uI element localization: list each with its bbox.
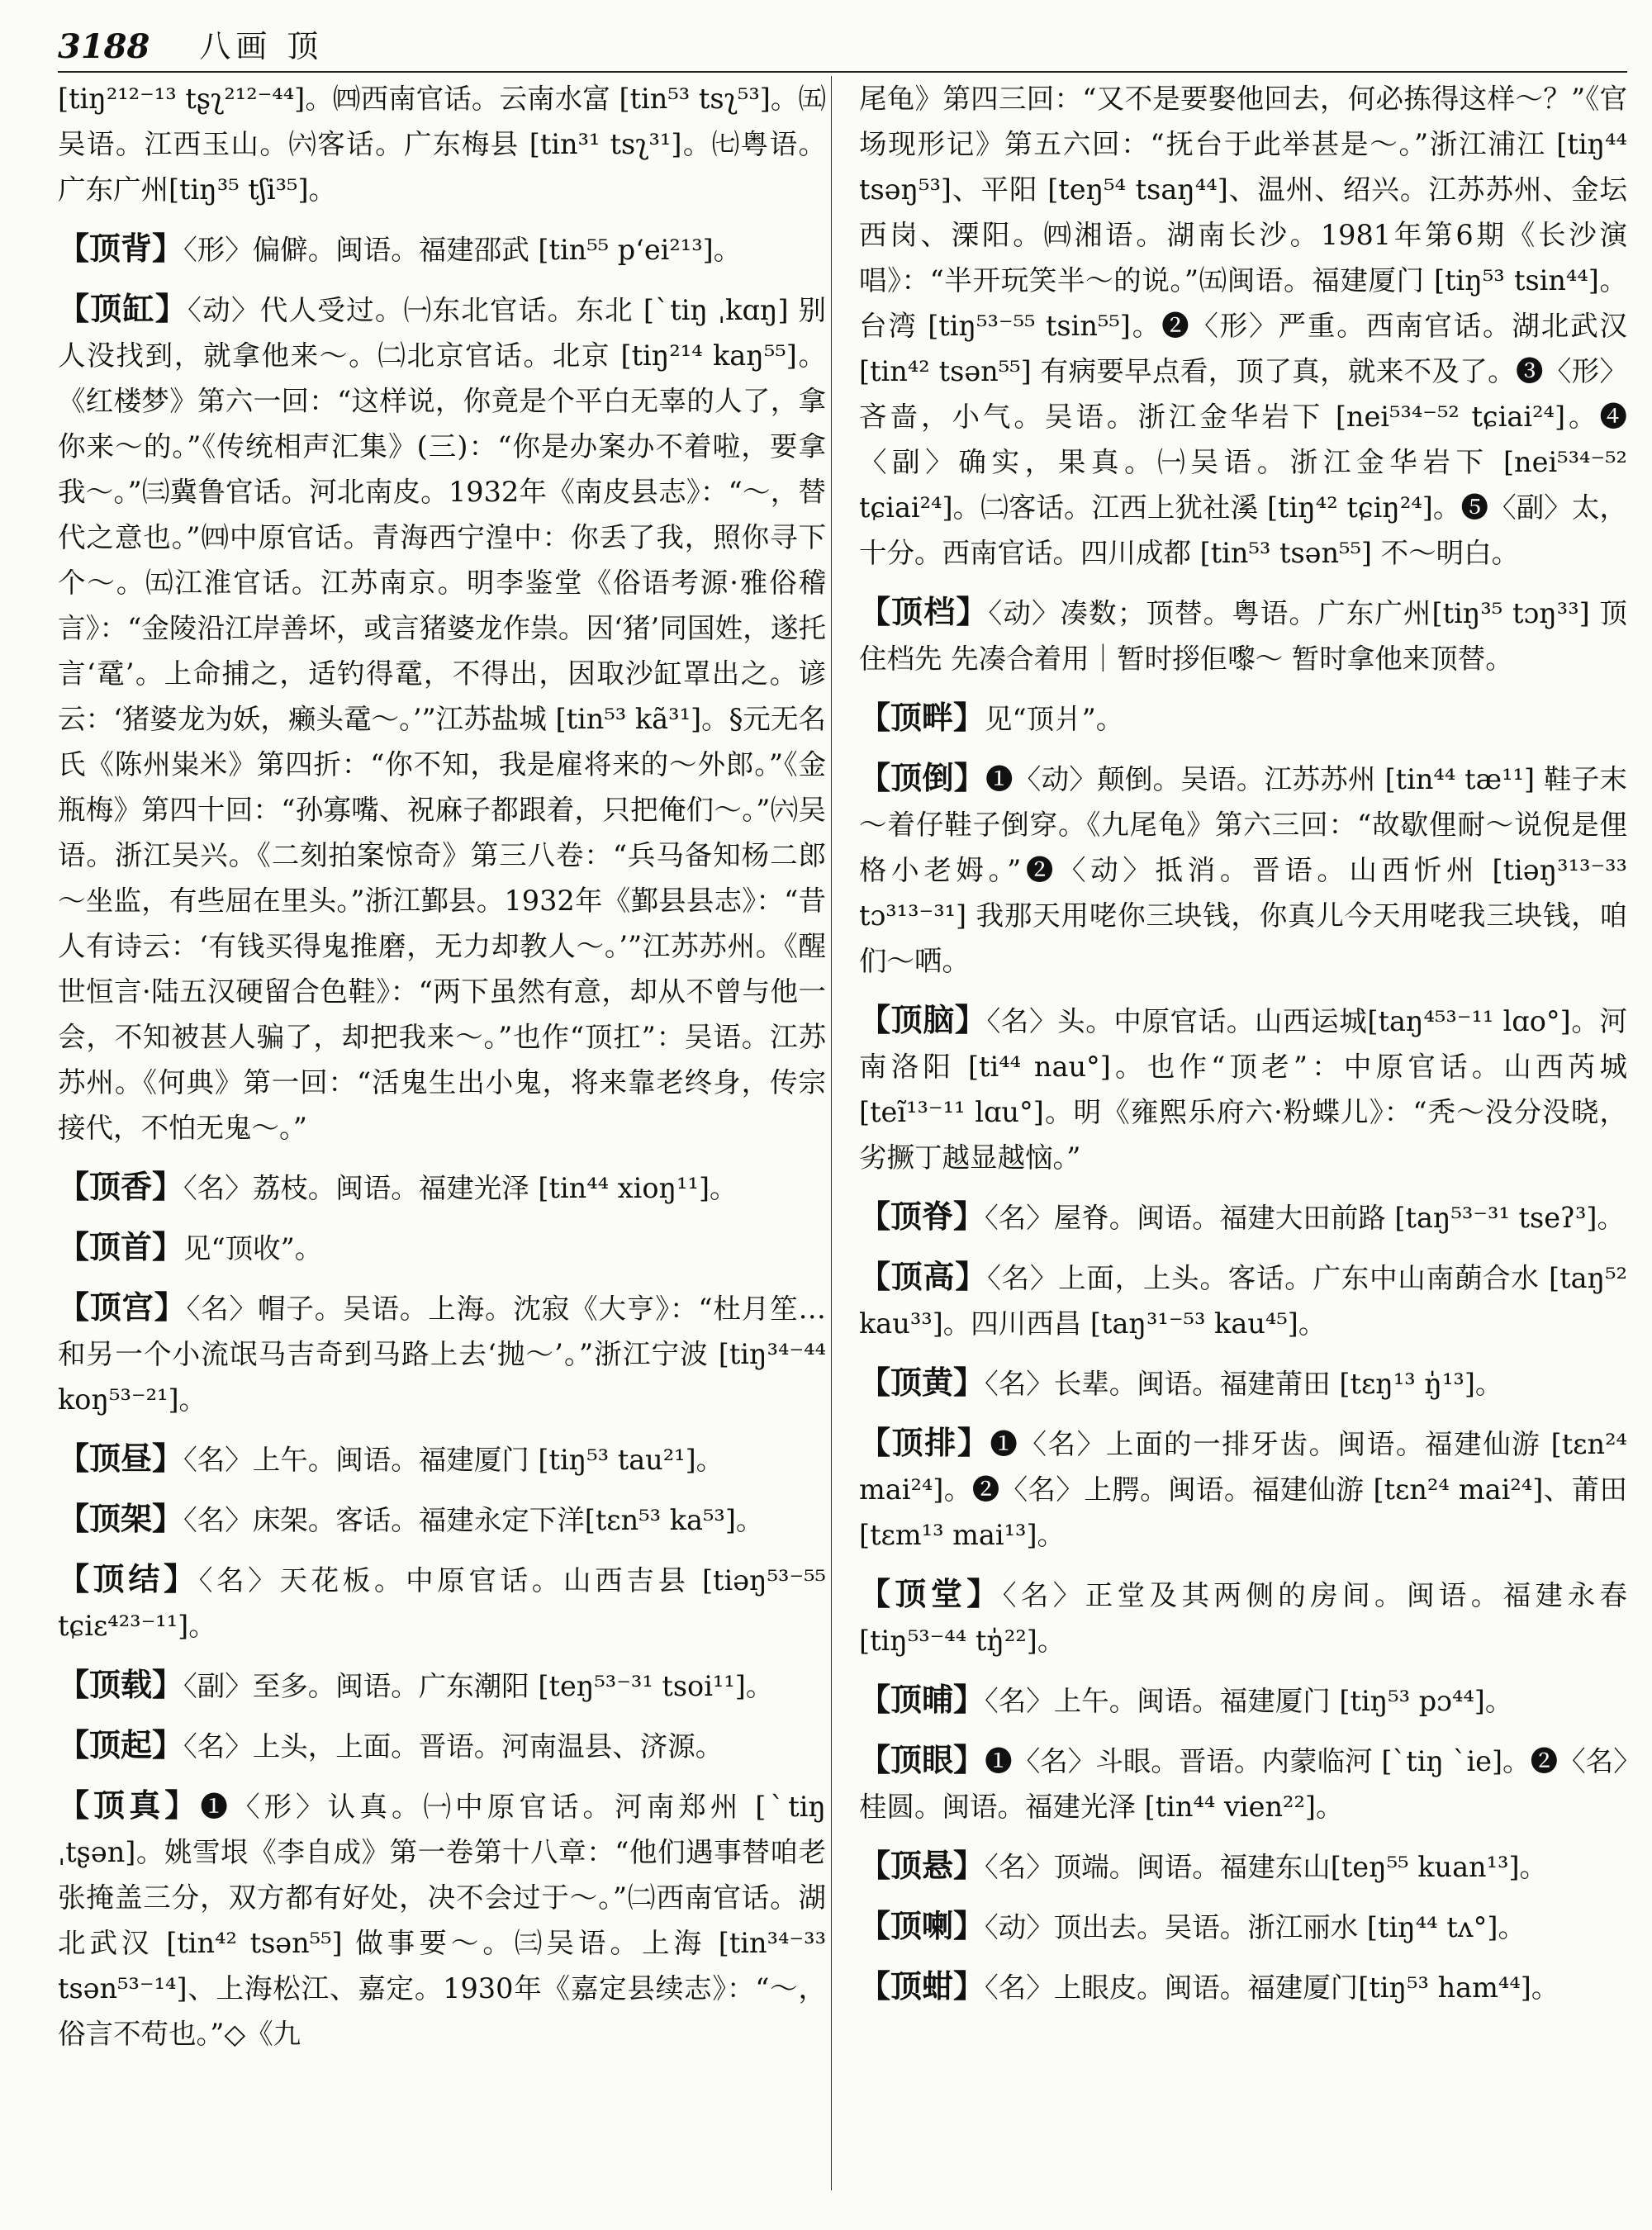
headword: 【顶排】 xyxy=(859,1424,990,1461)
entry-dingbei xyxy=(58,225,826,273)
entry-dinggao xyxy=(859,1254,1627,1346)
entry-dingxiang xyxy=(58,1164,826,1211)
entry-dingzhou xyxy=(58,1435,826,1483)
definition-text: 〈名〉屋脊。闽语。福建大田前路 [taŋ⁵³⁻³¹ tseʔ³]。 xyxy=(985,1202,1625,1234)
headword: 【顶喇】 xyxy=(859,1907,985,1944)
definition-text: 〈名〉上午。闽语。福建厦门 [tiŋ⁵³ tau²¹]。 xyxy=(183,1444,724,1476)
definition-text: 〈名〉正堂及其两侧的房间。闽语。福建永春 [tiŋ⁵³⁻⁴⁴ tŋ̍²²]。 xyxy=(859,1579,1627,1657)
definition-text: 〈副〉至多。闽语。广东潮阳 [teŋ⁵³⁻³¹ tsoi¹¹]。 xyxy=(183,1670,774,1702)
entry-dingpan xyxy=(859,695,1627,742)
left-column xyxy=(58,76,826,2215)
column-divider xyxy=(831,76,832,2190)
entry-dingshou xyxy=(58,1224,826,1271)
headword: 【顶悬】 xyxy=(859,1847,985,1884)
headword: 【顶昼】 xyxy=(58,1440,184,1477)
headword: 【顶脑】 xyxy=(859,1001,987,1038)
entry-dingpai xyxy=(859,1420,1627,1558)
definition-text: ❶〈形〉认真。㈠中原官话。河南郑州 [ˋtiŋ ˌtʂən]。姚雪垠《李自成》第一卷第十八章：“他们遇事替咱老张掩盖三分，双方都有好处，决不会过于～。”㈡西南官话。湖北武汉 [tin⁴² tsən⁵⁵] 做事要～。㈢吴语。上海 [tin³⁴⁻³³ tsən⁵³⁻¹⁴]、上海松江、嘉定。1930年《嘉定县续志》：“～，俗言不苟也。”◇《九 xyxy=(58,1791,826,2050)
entry-dinggong xyxy=(58,1284,826,1422)
definition-text: ❶〈名〉斗眼。晋语。内蒙临河 [ˋtiŋ ˋie]。❷〈名〉桂圆。闽语。福建光泽 [tin⁴⁴ vien²²]。 xyxy=(859,1745,1627,1823)
entry-dingnao xyxy=(859,997,1627,1180)
definition-text: 〈形〉偏僻。闽语。福建邵武 [tin⁵⁵ pʻei²¹³]。 xyxy=(183,234,742,266)
definition-text: 〈动〉代人受过。㈠东北官话。东北 [ˋtiŋ ˌkɑŋ] 别人没找到，就拿他来～。㈡北京官话。北京 [tiŋ²¹⁴ kaŋ⁵⁵]。《红楼梦》第六一回：“这样说，你竟是个平白无辜的人了，拿你来～的。”《传统相声汇集》(三)：“你是办案办不着啦，要拿我～。”㈢冀鲁官话。河北南皮。1932年《南皮县志》：“～，替代之意也。”㈣中原官话。青海西宁湟中：你丢了我，照你寻下个～。㈤江淮官话。江苏南京。明李鉴堂《俗语考源·雅俗稽言》：“金陵沿江岸善坏，或言猪婆龙作祟。因‘猪’同国姓，遂托言‘鼋’。上命捕之，适钓得鼋，不得出，因取沙缸罩出之。谚云：‘猪婆龙为妖，癞头鼋～。’”江苏盐城 [tin⁵³ kã³¹]。§元无名氏《陈州粜米》第四折：“你不知，我是雇将来的～外郎。”《金瓶梅》第四十回：“孙寡嘴、祝麻子都跟着，只把俺们～。”㈥吴语。浙江吴兴。《二刻拍案惊奇》第三八卷：“兵马备知杨二郎～坐监，有些屈在里头。”浙江鄞县。1932年《鄞县县志》：“昔人有诗云：‘有钱买得鬼推磨，无力却教人～。’”江苏苏州。《醒世恒言·陆五汉硬留合色鞋》：“两下虽然有意，却从不曾与他一会，不知被甚人骗了，却把我来～。”也作“顶扛”：吴语。江苏苏州。《何典》第一回：“活鬼生出小鬼，将来靠老终身，传宗接代，不怕无鬼～。” xyxy=(58,294,826,1144)
section-heading: 八画 顶 xyxy=(199,28,324,64)
definition-text: 〈名〉上头，上面。晋语。河南温县、济源。 xyxy=(183,1730,724,1763)
definition-text: [tiŋ²¹²⁻¹³ tʂʅ²¹²⁻⁴⁴]。㈣西南官话。云南水富 [tin⁵³ tsʅ⁵³]。㈤吴语。江西玉山。㈥客话。广东梅县 [tin³¹ tsʅ³¹]。㈦粤语。广东广州[tiŋ³⁵ tʃi³⁵]。 xyxy=(58,83,826,206)
headword: 【顶缸】 xyxy=(58,290,188,327)
definition-text: 〈名〉上午。闽语。福建厦门 [tiŋ⁵³ pɔ⁴⁴]。 xyxy=(985,1685,1513,1717)
headword: 【顶脊】 xyxy=(859,1198,985,1235)
headword: 【顶倒】 xyxy=(859,759,986,796)
definition-text: 〈动〉凑数；顶替。粤语。广东广州[tiŋ³⁵ tɔŋ³³] 顶住档先 先凑合着用｜暂时拶佢嚟～ 暂时拿他来顶替。 xyxy=(859,597,1627,675)
definition-text: 〈名〉天花板。中原官话。山西吉县 [tiəŋ⁵³⁻⁵⁵ tɕiɛ⁴²³⁻¹¹]。 xyxy=(58,1564,826,1642)
entry-dingtang xyxy=(859,1571,1627,1663)
headword: 【顶背】 xyxy=(58,230,184,267)
definition-text: 〈名〉上眼皮。闽语。福建厦门[tiŋ⁵³ ham⁴⁴]。 xyxy=(985,1971,1559,2004)
entry-dingjie xyxy=(58,1556,826,1649)
definition-text: 〈动〉顶出去。吴语。浙江丽水 [tiŋ⁴⁴ tʌ°]。 xyxy=(985,1911,1526,1943)
definition-text: 〈名〉长辈。闽语。福建莆田 [tɛŋ¹³ ŋ̍¹³]。 xyxy=(985,1368,1503,1400)
headword: 【顶档】 xyxy=(859,593,989,630)
headword: 【顶首】 xyxy=(58,1228,184,1265)
headword: 【顶眼】 xyxy=(859,1741,985,1778)
right-column xyxy=(859,76,1627,2215)
headword: 【顶载】 xyxy=(58,1666,184,1703)
headword: 【顶高】 xyxy=(859,1258,988,1295)
entry-dingxuan xyxy=(859,1843,1627,1890)
entry-dingzhen xyxy=(58,1782,826,2057)
entry-dingdao xyxy=(859,755,1627,984)
entry-continuation xyxy=(58,76,826,212)
definition-text: 〈名〉顶端。闽语。福建东山[teŋ⁵⁵ kuan¹³]。 xyxy=(985,1851,1548,1883)
entry-dingbu xyxy=(859,1677,1627,1724)
headword: 【顶晡】 xyxy=(859,1681,985,1718)
page-number: 3188 xyxy=(58,27,150,66)
definition-text: 〈名〉头。中原官话。山西运城[taŋ⁴⁵³⁻¹¹ lɑo°]。河南洛阳 [ti⁴⁴ nau°]。也作“顶老”：中原官话。山西芮城 [teĩ¹³⁻¹¹ lɑu°]。明《雍熙乐府六·粉蝶儿》：“秃～没分没晓，劣撅丁越显越恼。” xyxy=(859,1005,1627,1174)
definition-text: ❶〈名〉上面的一排牙齿。闽语。福建仙游 [tɛn²⁴ mai²⁴]。❷〈名〉上腭。闽语。福建仙游 [tɛn²⁴ mai²⁴]、莆田 [tɛm¹³ mai¹³]。 xyxy=(859,1428,1627,1551)
entry-dinggang xyxy=(58,286,826,1151)
definition-text: 见“顶爿”。 xyxy=(985,703,1124,735)
headword: 【顶畔】 xyxy=(859,699,985,736)
headword: 【顶宫】 xyxy=(58,1288,187,1326)
running-header xyxy=(58,18,1627,73)
definition-text: 〈名〉荔枝。闽语。福建光泽 [tin⁴⁴ xioŋ¹¹]。 xyxy=(183,1172,738,1204)
headword: 【顶蚶】 xyxy=(859,1967,985,2005)
entry-dinghuang xyxy=(859,1359,1627,1407)
headword: 【顶起】 xyxy=(58,1726,184,1763)
headword: 【顶架】 xyxy=(58,1500,184,1537)
entry-dingqi xyxy=(58,1722,826,1769)
definition-text: 〈名〉床架。客话。福建永定下洋[tɛn⁵³ ka⁵³]。 xyxy=(183,1504,764,1536)
entry-dingzai xyxy=(58,1662,826,1709)
definition-text: 〈名〉帽子。吴语。上海。沈寂《大亨》：“杜月笙…和另一个小流氓马吉奇到马路上去‘抛～’。”浙江宁波 [tiŋ³⁴⁻⁴⁴ koŋ⁵³⁻²¹]。 xyxy=(58,1293,826,1416)
headword: 【顶真】 xyxy=(58,1786,201,1824)
entry-continuation xyxy=(859,76,1627,576)
headword: 【顶结】 xyxy=(58,1560,199,1597)
entry-dingjia xyxy=(58,1496,826,1543)
definition-text: ❶〈动〉颠倒。吴语。江苏苏州 [tin⁴⁴ tæ¹¹] 鞋子末～着仔鞋子倒穿。《九尾龟》第六三回：“故歇俚耐～说倪是俚格小老姆。”❷〈动〉抵消。晋语。山西忻州 [tiəŋ³¹³⁻³³ tɔ³¹³⁻³¹] 我那天用咾你三块钱，你真儿今天用咾我三块钱，咱们～哂。 xyxy=(859,763,1627,977)
definition-text: 〈名〉上面，上头。客话。广东中山南蓢合水 [taŋ⁵² kau³³]。四川西昌 [taŋ³¹⁻⁵³ kau⁴⁵]。 xyxy=(859,1262,1627,1340)
entry-dingyan xyxy=(859,1737,1627,1829)
headword: 【顶堂】 xyxy=(859,1575,1003,1612)
definition-text: 尾龟》第四三回：“又不是要娶他回去，何必拣得这样～？”《官场现形记》第五六回：“抚台于此举甚是～。”浙江浦江 [tiŋ⁴⁴ tsəŋ⁵³]、平阳 [teŋ⁵⁴ tsaŋ⁴⁴]、温州、绍兴。江苏苏州、金坛西岗、溧阳。㈣湘语。湖南长沙。1981年第6期《长沙演唱》：“半开玩笑半～的说。”㈤闽语。福建厦门 [tiŋ⁵³ tsin⁴⁴]。台湾 [tiŋ⁵³⁻⁵⁵ tsin⁵⁵]。❷〈形〉严重。西南官话。湖北武汉 [tin⁴² tsən⁵⁵] 有病要早点看，顶了真，就来不及了。❸〈形〉吝啬，小气。吴语。浙江金华岩下 [nei⁵³⁴⁻⁵² tɕiai²⁴]。❹〈副〉确实，果真。㈠吴语。浙江金华岩下 [nei⁵³⁴⁻⁵² tɕiai²⁴]。㈡客话。江西上犹社溪 [tiŋ⁴² tɕiŋ²⁴]。❺〈副〉太，十分。西南官话。四川成都 [tin⁵³ tsən⁵⁵] 不～明白。 xyxy=(859,83,1627,569)
entry-dingji xyxy=(859,1193,1627,1241)
headword: 【顶黄】 xyxy=(859,1364,985,1401)
entry-dingla xyxy=(859,1903,1627,1950)
headword: 【顶香】 xyxy=(58,1168,184,1205)
definition-text: 见“顶收”。 xyxy=(183,1232,323,1264)
entry-dingdang xyxy=(859,589,1627,681)
entry-dinghan xyxy=(859,1963,1627,2010)
